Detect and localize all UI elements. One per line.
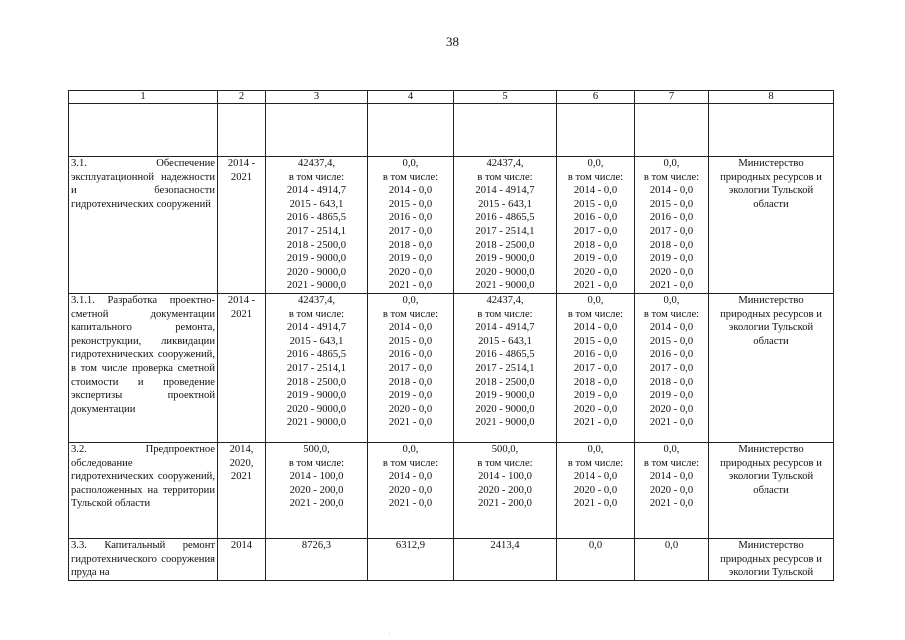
cell-line: 0,0 [664,539,679,551]
period-cell [218,157,266,294]
responsible-party-cell [709,293,834,442]
cell-line: 500,0, [491,443,519,455]
responsible-party-cell [709,157,834,294]
cell-line: 2020 - 9000,0 [475,266,535,278]
table-row-row-3-2 [69,442,834,538]
cell-line: 2021 - 9000,0 [286,280,347,292]
table-body [69,157,834,581]
cell-line: в том числе: [567,457,624,469]
cell-line: области [753,335,789,347]
cell-line: 0,0, [663,294,680,306]
regional-funding-cell [454,538,557,580]
cell-line: 2017 - 0,0 [388,225,433,237]
cell-line: 2021 [230,308,253,320]
column-number: 8 [709,91,834,104]
cell-line: в том числе: [477,171,533,183]
empty-row [69,104,834,157]
cell-line: 2014 - 0,0 [649,471,694,483]
cell-line: 2016 - 0,0 [388,349,433,361]
cell-line: 2020 - 9000,0 [286,266,347,278]
cell-line: 2018 - 0,0 [649,376,694,388]
page-number: 38 [446,34,459,49]
cell-line: 2021 - 0,0 [573,498,618,510]
cell-line: 2018 - 0,0 [388,376,433,388]
cell-line: 2014 - 4914,7 [286,322,347,334]
cell-line: 2015 - 0,0 [573,335,618,347]
total-funding-cell [266,442,368,538]
cell-line: 2020 - 200,0 [478,484,532,496]
other-funding-cell [635,293,709,442]
cell-line: 2019 - 0,0 [388,253,433,265]
cell-line: 2014 - [227,294,256,306]
cell-line: 2020 - 0,0 [649,403,694,415]
cell-line: природных ресурсов и [720,308,822,320]
cell-line: в том числе: [382,308,439,320]
cell-line: 2014 - 0,0 [573,185,618,197]
empty-cell [635,104,709,157]
responsible-party-cell [709,442,834,538]
cell-line: 2019 - 0,0 [388,390,433,402]
cell-line: 2019 - 0,0 [573,390,618,402]
cell-line: 2017 - 0,0 [388,362,433,374]
cell-line: 2020 - 0,0 [649,266,694,278]
cell-line: 2016 - 4865,5 [475,212,535,224]
activity-name-cell [69,157,218,294]
federal-funding-cell [368,538,454,580]
cell-line: 2021 - 0,0 [573,280,618,292]
cell-line: 3.1.1. Разработка проектно-сметной документации капитального ремонта, реконструкции, ликвидации гидротехнических сооружений, в том числе проверка сметной стоимости и проведение экспертизы проектной документации [71,294,215,415]
cell-line: 2014 - 0,0 [573,322,618,334]
column-number: 3 [266,91,368,104]
cell-line: 0,0, [663,443,680,455]
column-number: 7 [635,91,709,104]
cell-line: природных ресурсов и [720,553,822,565]
cell-line: в том числе: [477,308,533,320]
cell-line: 3.2. Предпроектное обследование гидротехнических сооружений, расположенных на территории Тульской области [71,443,215,510]
municipal-funding-cell [557,293,635,442]
cell-line: 2016 - 0,0 [649,212,694,224]
cell-line: 6312,9 [395,539,426,551]
cell-line: 2019 - 9000,0 [286,390,347,402]
cell-line: в том числе: [643,457,700,469]
cell-line: 2017 - 2514,1 [286,225,347,237]
empty-cell [218,104,266,157]
cell-line: 2020 - 0,0 [573,403,618,415]
cell-line: 2413,4 [490,539,520,551]
activity-name-cell [69,442,218,538]
cell-line: 2017 - 2514,1 [475,362,535,374]
cell-line: 2015 - 0,0 [573,198,618,210]
cell-line: 2014, [229,443,254,455]
cell-line: 2015 - 643,1 [478,198,532,210]
cell-line: 0,0, [402,443,419,455]
cell-line: 2015 - 0,0 [649,335,694,347]
period-cell [218,538,266,580]
regional-funding-cell [454,293,557,442]
cell-line: 0,0, [587,443,604,455]
cell-line: 2014 - 0,0 [388,322,433,334]
cell-line: 42437,4, [297,294,336,306]
empty-cell [709,104,834,157]
cell-line: 2018 - 0,0 [573,239,618,251]
cell-line: 0,0 [588,539,603,551]
empty-cell [368,104,454,157]
cell-line: Министерство [738,294,804,306]
other-funding-cell [635,442,709,538]
cell-line: 2021 - 0,0 [388,417,433,429]
cell-line: 2021 - 0,0 [649,280,694,292]
cell-line: 2016 - 4865,5 [475,349,535,361]
cell-line: 2021 [230,471,253,483]
column-number: 1 [69,91,218,104]
cell-line: Министерство [738,539,804,551]
empty-cell [69,104,218,157]
cell-line: 0,0, [663,158,680,169]
cell-line: в том числе: [288,457,345,469]
regional-funding-cell [454,442,557,538]
federal-funding-cell [368,293,454,442]
cell-line: 2019 - 0,0 [649,390,694,402]
cell-line: 2016 - 0,0 [649,349,694,361]
cell-line: экологии Тульской [728,471,814,483]
cell-line: 2014 - 0,0 [573,471,618,483]
cell-line: 2014 - 0,0 [388,471,433,483]
budget-table [68,90,834,581]
cell-line: 2014 - [227,158,256,169]
cell-line: 2017 - 2514,1 [286,362,347,374]
cell-line: 2019 - 0,0 [573,253,618,265]
cell-line: 2018 - 0,0 [649,239,694,251]
cell-line: 2021 - 0,0 [388,280,433,292]
cell-line: 2019 - 9000,0 [286,253,347,265]
cell-line: 2020, [229,457,254,469]
cell-line: экологии Тульской [728,185,814,197]
cell-line: 2018 - 2500,0 [286,239,347,251]
cell-line: 2015 - 643,1 [289,198,344,210]
table-row-row-3-3 [69,538,834,580]
cell-line: в том числе: [567,308,624,320]
cell-line: 2014 - 0,0 [649,185,694,197]
cell-line: 2017 - 2514,1 [475,225,535,237]
cell-line: 2021 - 0,0 [649,498,694,510]
cell-line: 2014 [230,539,253,551]
cell-line: 0,0, [402,158,419,169]
cell-line: 2014 - 0,0 [649,322,694,334]
cell-line: 2015 - 643,1 [289,335,344,347]
cell-line: в том числе: [643,171,700,183]
cell-line: 3.1. Обеспечение эксплуатационной надежности и безопасности гидротехнических сооружений [71,158,215,210]
total-funding-cell [266,157,368,294]
table-row-row-3-1 [69,157,834,294]
cell-line: природных ресурсов и [720,457,822,469]
cell-line: 2018 - 0,0 [388,239,433,251]
municipal-funding-cell [557,442,635,538]
cell-line: 2019 - 9000,0 [475,390,535,402]
cell-line: 2020 - 0,0 [649,484,694,496]
cell-line: 2021 - 0,0 [649,417,694,429]
table-row-row-3-1-1 [69,293,834,442]
cell-line: 2014 - 0,0 [388,185,433,197]
column-number-row [69,91,834,104]
cell-line: 2014 - 4914,7 [475,185,535,197]
column-number: 6 [557,91,635,104]
cell-line: области [753,198,789,210]
column-number: 4 [368,91,454,104]
cell-line: 2015 - 0,0 [388,335,433,347]
cell-line: 2020 - 0,0 [573,266,618,278]
cell-line: 2020 - 9000,0 [286,403,347,415]
cell-line: 2017 - 0,0 [649,362,694,374]
empty-cell [557,104,635,157]
cell-line: 8726,3 [301,539,332,551]
cell-line: 2016 - 4865,5 [286,349,347,361]
cell-line: 2018 - 2500,0 [475,376,535,388]
cell-line: 2014 - 4914,7 [475,322,535,334]
cell-line: 2015 - 0,0 [388,198,433,210]
cell-line: 2021 - 0,0 [388,498,433,510]
cell-line: 2018 - 2500,0 [475,239,535,251]
cell-line: 2015 - 0,0 [649,198,694,210]
cell-line: 2016 - 0,0 [573,349,618,361]
regional-funding-cell [454,157,557,294]
cell-line: в том числе: [643,308,700,320]
activity-name-cell [69,538,218,580]
federal-funding-cell [368,157,454,294]
cell-line: 2020 - 0,0 [573,484,618,496]
cell-line: 3.3. Капитальный ремонт гидротехнического сооружения пруда на [71,539,215,579]
cell-line: 2021 - 200,0 [289,498,344,510]
cell-line: 2020 - 0,0 [388,403,433,415]
empty-cell [266,104,368,157]
municipal-funding-cell [557,157,635,294]
cell-line: экологии Тульской [728,322,814,334]
cell-line: 2017 - 0,0 [573,362,618,374]
municipal-funding-cell [557,538,635,580]
cell-line: в том числе: [382,171,439,183]
cell-line: 2016 - 0,0 [388,212,433,224]
cell-line: 2016 - 0,0 [573,212,618,224]
cell-line: в том числе: [567,171,624,183]
cell-line: 42437,4, [486,158,524,169]
responsible-party-cell [709,538,834,580]
cell-line: 42437,4, [486,294,524,306]
cell-line: 0,0, [587,158,604,169]
cell-line: 2020 - 9000,0 [475,403,535,415]
cell-line: природных ресурсов и [720,171,822,183]
scan-mark: · [388,630,391,639]
cell-line: области [753,484,789,496]
cell-line: 2018 - 2500,0 [286,376,347,388]
cell-line: 2015 - 643,1 [478,335,532,347]
cell-line: 2014 - 4914,7 [286,185,347,197]
cell-line: 2021 - 9000,0 [286,417,347,429]
cell-line: 2014 - 100,0 [289,471,344,483]
cell-line: 2017 - 0,0 [573,225,618,237]
cell-line: 0,0, [402,294,419,306]
column-number: 5 [454,91,557,104]
total-funding-cell [266,538,368,580]
cell-line: в том числе: [288,171,345,183]
column-number: 2 [218,91,266,104]
cell-line: 2016 - 4865,5 [286,212,347,224]
cell-line: 2019 - 0,0 [649,253,694,265]
cell-line: 2021 [230,171,253,183]
other-funding-cell [635,538,709,580]
cell-line: в том числе: [477,457,533,469]
cell-line: 2021 - 0,0 [573,417,618,429]
cell-line: 2021 - 200,0 [478,498,532,510]
cell-line: Министерство [738,443,804,455]
other-funding-cell [635,157,709,294]
cell-line: 0,0, [587,294,604,306]
federal-funding-cell [368,442,454,538]
cell-line: 42437,4, [297,158,336,169]
cell-line: 2021 - 9000,0 [475,280,535,292]
period-cell [218,293,266,442]
cell-line: 2021 - 9000,0 [475,417,535,429]
cell-line: 2020 - 200,0 [289,484,344,496]
cell-line: 500,0, [303,443,330,455]
cell-line: Министерство [738,158,804,169]
cell-line: 2017 - 0,0 [649,225,694,237]
total-funding-cell [266,293,368,442]
cell-line: 2018 - 0,0 [573,376,618,388]
cell-line: 2014 - 100,0 [478,471,532,483]
activity-name-cell [69,293,218,442]
cell-line: 2020 - 0,0 [388,266,433,278]
cell-line: 2020 - 0,0 [388,484,433,496]
cell-line: экологии Тульской [728,567,814,579]
period-cell [218,442,266,538]
cell-line: в том числе: [382,457,439,469]
empty-cell [454,104,557,157]
cell-line: в том числе: [288,308,345,320]
cell-line: 2019 - 9000,0 [475,253,535,265]
